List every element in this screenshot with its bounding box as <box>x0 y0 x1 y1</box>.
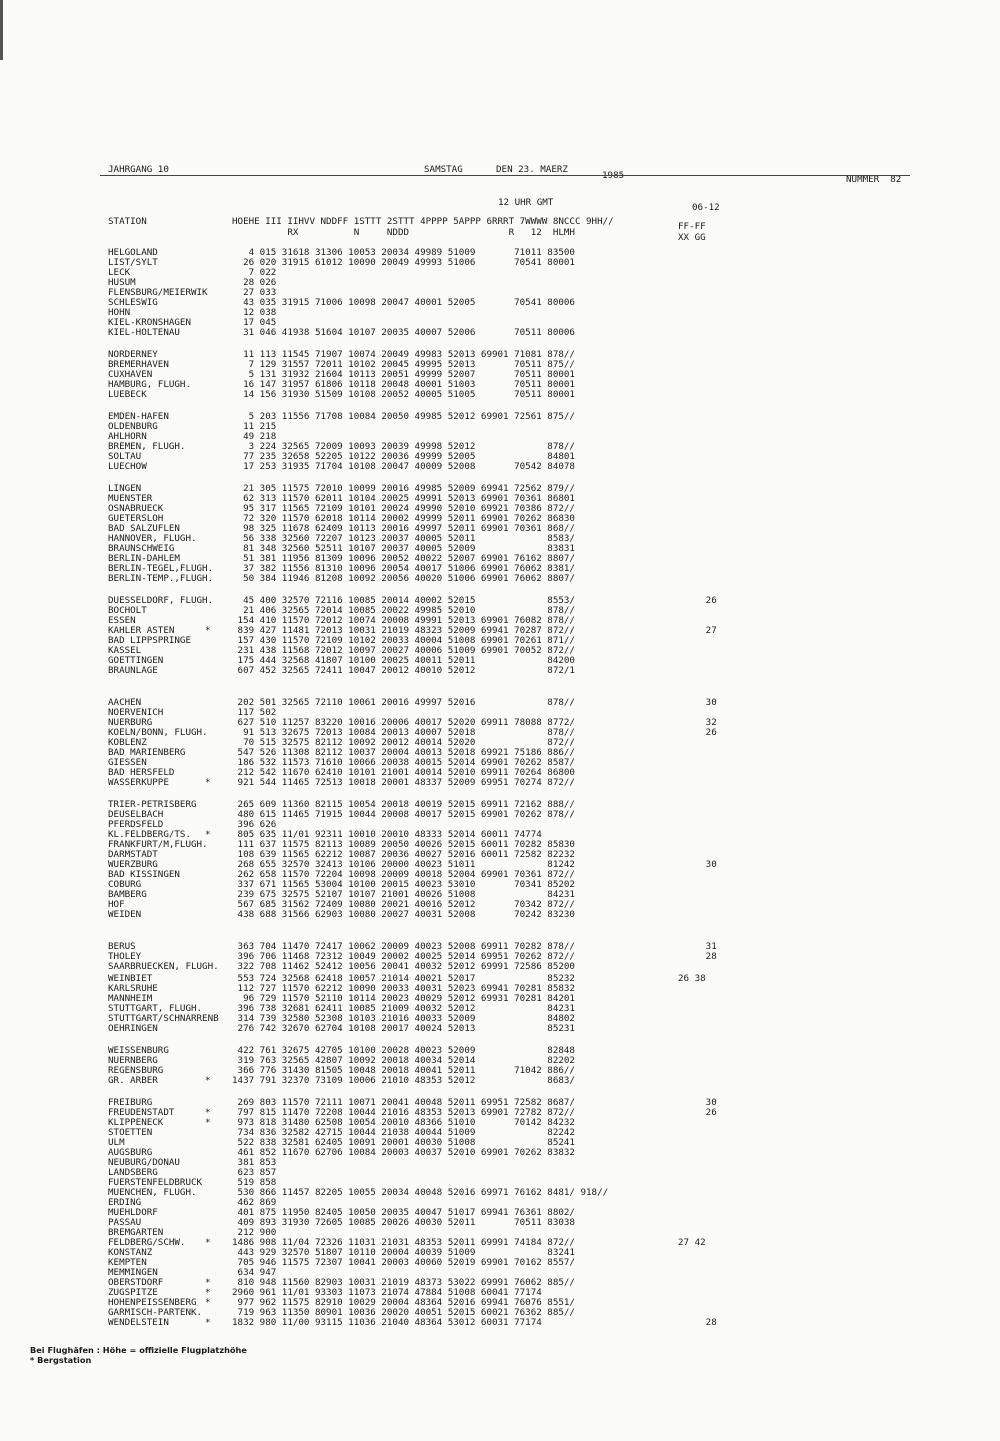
observation-codes: 96 729 11570 52110 10114 20023 40029 52012 69931 70281 84201 <box>232 993 575 1004</box>
station-name: ZUGSPITZE <box>108 1287 158 1298</box>
observation-codes: 319 763 32565 42807 10092 20018 40034 52014 82202 <box>232 1055 575 1066</box>
station-name: HOHN <box>108 307 131 318</box>
station-name: NUERBURG <box>108 717 153 728</box>
gust-value: 26 <box>678 1107 717 1118</box>
station-name: STOETTEN <box>108 1127 153 1138</box>
station-name: GUETERSLOH <box>108 513 164 524</box>
station-name: NOERVENICH <box>108 707 164 718</box>
issue-number: NUMMER 82 <box>846 174 902 185</box>
observation-codes: 12 038 <box>232 307 277 318</box>
station-name: KEMPTEN <box>108 1257 147 1268</box>
observation-codes: 56 338 32560 72207 10123 20037 40005 52011 8583/ <box>232 533 575 544</box>
observation-codes: 262 658 11570 72204 10098 20009 40018 52004 69901 70361 872// <box>232 869 575 880</box>
observation-codes: 438 688 31566 62903 10080 20027 40031 52008 70242 83230 <box>232 909 575 920</box>
station-name: KOBLENZ <box>108 737 147 748</box>
mountain-station-marker: * <box>205 1317 211 1328</box>
scan-edge <box>0 0 3 60</box>
station-name: LIST/SYLT <box>108 257 158 268</box>
observation-time: 12 UHR GMT <box>498 197 554 208</box>
station-name: HELGOLAND <box>108 247 158 258</box>
station-name: WEINBIET <box>108 973 153 984</box>
station-name: WASSERKUPPE <box>108 777 169 788</box>
observation-codes: 202 501 32565 72110 10061 20016 49997 52016 878// <box>232 697 575 708</box>
observation-codes: 719 963 11350 80901 10036 20020 40051 52015 60021 76362 885// <box>232 1307 575 1318</box>
column-header-1: HOEHE III IIHVV NDDFF 1STTT 2STTT 4PPPP 5APPP 6RRRT 7WWWW 8NCCC 9HH// <box>232 216 614 227</box>
observation-codes: 705 946 11575 72307 10041 20003 40060 52019 69901 70162 8557/ <box>232 1257 575 1268</box>
mountain-station-marker: * <box>205 1117 211 1128</box>
station-name: BERLIN-TEMP.,FLUGH. <box>108 573 214 584</box>
station-name: NEUBURG/DONAU <box>108 1157 180 1168</box>
station-name: BRAUNSCHWEIG <box>108 543 175 554</box>
station-name: FLENSBURG/MEIERWIK <box>108 287 208 298</box>
station-name: BREMERHAVEN <box>108 359 169 370</box>
station-name: BAD LIPPSPRINGE <box>108 635 191 646</box>
station-name: COBURG <box>108 879 142 890</box>
station-name: BREMGARTEN <box>108 1227 164 1238</box>
observation-codes: 37 382 11556 81310 10096 20054 40017 51006 69901 76062 8381/ <box>232 563 575 574</box>
station-name: PASSAU <box>108 1217 142 1228</box>
station-name: THOLEY <box>108 951 142 962</box>
observation-codes: 276 742 32670 62704 10108 20017 40024 52013 85231 <box>232 1023 575 1034</box>
observation-codes: 108 639 11565 62212 10087 20036 40027 52016 60011 72582 82232 <box>232 849 575 860</box>
station-name: DEUSELBACH <box>108 809 164 820</box>
observation-codes: 265 609 11360 82115 10054 20018 40019 52015 69911 72162 888// <box>232 799 575 810</box>
year: 1985 <box>602 170 625 181</box>
observation-codes: 21 406 32565 72014 10085 20022 49985 52010 878// <box>232 605 575 616</box>
station-name: NUERNBERG <box>108 1055 158 1066</box>
mountain-station-marker: * <box>205 1107 211 1118</box>
observation-codes: 839 427 11481 72013 10031 21019 48323 52009 69941 70287 872// <box>232 625 575 636</box>
station-name: OSNABRUECK <box>108 503 164 514</box>
observation-codes: 14 156 31930 51509 10108 20052 40005 51005 70511 80001 <box>232 389 575 400</box>
observation-codes: 31 046 41938 51604 10107 20035 40007 52006 70511 80006 <box>232 327 575 338</box>
date: DEN 23. MAERZ <box>496 164 568 175</box>
station-name: KIEL-KRONSHAGEN <box>108 317 191 328</box>
station-name: MANNHEIM <box>108 993 153 1004</box>
gust-value: 32 <box>678 717 717 728</box>
station-name: KLIPPENECK <box>108 1117 164 1128</box>
observation-codes: 805 635 11/01 92311 10010 20010 48333 52014 60011 74774 <box>232 829 542 840</box>
observation-codes: 111 637 11575 82113 10089 20050 40026 52015 60011 70282 85830 <box>232 839 575 850</box>
observation-codes: 231 438 11568 72012 10097 20027 40006 51009 69901 70052 872// <box>232 645 575 656</box>
time-range: 06-12 <box>692 202 720 213</box>
gust-value: 28 <box>678 1317 717 1328</box>
observation-codes: 810 948 11560 82903 10031 21019 48373 53022 69991 76062 885// <box>232 1277 575 1288</box>
observation-codes: 17 253 31935 71704 10108 20047 40009 52008 70542 84078 <box>232 461 575 472</box>
mountain-station-marker: * <box>205 777 211 788</box>
station-name: GR. ARBER <box>108 1075 158 1086</box>
observation-codes: 91 513 32675 72013 10084 20013 40007 52018 878// <box>232 727 575 738</box>
observation-codes: 154 410 11570 72012 10074 20008 49991 52013 69901 76082 878// <box>232 615 575 626</box>
station-name: OEHRINGEN <box>108 1023 158 1034</box>
observation-codes: 81 348 32560 52511 10107 20037 40005 52009 83831 <box>232 543 575 554</box>
column-station: STATION <box>108 216 147 227</box>
observation-codes: 5 203 11556 71708 10084 20050 49985 52012 69901 72561 875// <box>232 411 575 422</box>
observation-codes: 381 853 <box>232 1157 277 1168</box>
station-name: AUGSBURG <box>108 1147 153 1158</box>
mountain-station-marker: * <box>205 1287 211 1298</box>
station-name: GARMISCH-PARTENK. <box>108 1307 203 1318</box>
mountain-station-marker: * <box>205 1297 211 1308</box>
observation-codes: 72 320 11570 62018 10114 20002 49999 52011 69901 70262 86830 <box>232 513 575 524</box>
mountain-station-marker: * <box>205 1277 211 1288</box>
station-name: ESSEN <box>108 615 136 626</box>
station-name: BAD SALZUFLEN <box>108 523 180 534</box>
station-name: KIEL-HOLTENAU <box>108 327 180 338</box>
observation-codes: 363 704 11470 72417 10062 20009 40023 52008 69911 70282 878// <box>232 941 575 952</box>
station-name: CUXHAVEN <box>108 369 153 380</box>
station-name: NORDERNEY <box>108 349 158 360</box>
observation-codes: 461 852 11670 62706 10084 20003 40037 52010 69901 70262 83832 <box>232 1147 575 1158</box>
observation-codes: 396 626 <box>232 819 277 830</box>
station-name: ULM <box>108 1137 125 1148</box>
station-name: LECK <box>108 267 131 278</box>
observation-codes: 239 675 32575 52107 10107 21001 40026 51008 84231 <box>232 889 575 900</box>
station-name: ERDING <box>108 1197 142 1208</box>
station-name: LINGEN <box>108 483 142 494</box>
station-name: GOETTINGEN <box>108 655 164 666</box>
station-name: OLDENBURG <box>108 421 158 432</box>
station-name: BERLIN-TEGEL,FLUGH. <box>108 563 214 574</box>
day: SAMSTAG <box>424 164 463 175</box>
observation-codes: 396 706 11468 72312 10049 20002 40025 52014 69951 70262 872// <box>232 951 575 962</box>
station-name: BERUS <box>108 941 136 952</box>
gust-value: 26 <box>678 595 717 606</box>
gust-value: 26 <box>678 727 717 738</box>
station-name: REGENSBURG <box>108 1065 164 1076</box>
observation-codes: 26 020 31915 61012 10090 20049 49993 51006 70541 80001 <box>232 257 575 268</box>
observation-codes: 627 510 11257 83220 10016 20006 40017 52020 69911 78088 8772/ <box>232 717 575 728</box>
observation-codes: 634 947 <box>232 1267 277 1278</box>
footnote-airport: Bei Flughäfen : Höhe = offizielle Flugplatzhöhe <box>30 1345 247 1355</box>
observation-codes: 337 671 11565 53004 10100 20015 40023 53010 70341 85202 <box>232 879 575 890</box>
observation-codes: 49 218 <box>232 431 277 442</box>
observation-codes: 547 526 11308 82112 10037 20004 40013 52018 69921 75186 886// <box>232 747 575 758</box>
footnote-mountain: * Bergstation <box>30 1355 92 1365</box>
station-name: SCHLESWIG <box>108 297 158 308</box>
station-name: MUENSTER <box>108 493 153 504</box>
observation-codes: 567 685 31562 72409 10080 20021 40016 52012 70342 872// <box>232 899 575 910</box>
observation-codes: 5 131 31932 21604 10113 20051 49999 52007 70511 80001 <box>232 369 575 380</box>
station-name: BAD HERSFELD <box>108 767 175 778</box>
station-name: LUECHOW <box>108 461 147 472</box>
station-name: BREMEN, FLUGH. <box>108 441 186 452</box>
station-name: KARLSRUHE <box>108 983 158 994</box>
station-name: PFERDSFELD <box>108 819 164 830</box>
station-name: KAHLER ASTEN <box>108 625 175 636</box>
observation-codes: 45 400 32570 72116 10085 20014 40002 52015 8553/ <box>232 595 575 606</box>
station-name: BAD MARIENBERG <box>108 747 186 758</box>
station-name: FELDBERG/SCHW. <box>108 1237 186 1248</box>
observation-codes: 51 381 11956 81309 10096 20052 40022 52007 69901 76162 8807/ <box>232 553 575 564</box>
observation-codes: 3 224 32565 72009 10093 20039 49998 52012 878// <box>232 441 575 452</box>
station-name: MEMMINGEN <box>108 1267 158 1278</box>
observation-codes: 43 035 31915 71006 10098 20047 40001 52005 70541 80006 <box>232 297 575 308</box>
gust-value: 30 <box>678 859 717 870</box>
station-name: STUTTGART, FLUGH. <box>108 1003 203 1014</box>
station-name: STUTTGART/SCHNARRENB <box>108 1013 219 1024</box>
observation-codes: 186 532 11573 71610 10066 20038 40015 52014 69901 70262 8587/ <box>232 757 575 768</box>
observation-codes: 519 858 <box>232 1177 277 1188</box>
observation-codes: 797 815 11470 72208 10044 21016 48353 52013 69901 72782 872// <box>232 1107 575 1118</box>
station-name: OBERSTDORF <box>108 1277 164 1288</box>
gust-value: 27 42 <box>678 1237 706 1248</box>
gust-value: 30 <box>678 697 717 708</box>
observation-codes: 4 015 31618 31306 10053 20034 49989 51009 71011 83500 <box>232 247 575 258</box>
observation-codes: 212 542 11670 62410 10101 21001 40014 52010 69911 70264 86800 <box>232 767 575 778</box>
station-name: AHLHORN <box>108 431 147 442</box>
observation-codes: 17 045 <box>232 317 277 328</box>
station-name: FUERSTENFELDBRUCK <box>108 1177 203 1188</box>
observation-codes: 212 900 <box>232 1227 277 1238</box>
gust-value: 30 <box>678 1097 717 1108</box>
mountain-station-marker: * <box>205 829 211 840</box>
station-name: LANDSBERG <box>108 1167 158 1178</box>
gust-value: 27 <box>678 625 717 636</box>
station-name: KOELN/BONN, FLUGH. <box>108 727 208 738</box>
observation-codes: 401 875 11950 82405 10050 20035 40047 51017 69941 76361 8802/ <box>232 1207 575 1218</box>
observation-codes: 607 452 32565 72411 10047 20012 40010 52012 872/1 <box>232 665 575 676</box>
header-rule <box>100 175 910 176</box>
observation-codes: 409 893 31930 72605 10085 20026 40030 52011 70511 83038 <box>232 1217 575 1228</box>
station-name: KL.FELDBERG/TS. <box>108 829 191 840</box>
observation-codes: 117 502 <box>232 707 277 718</box>
observation-codes: 175 444 32568 41807 10100 20025 40011 52011 84200 <box>232 655 575 666</box>
observation-codes: 157 430 11570 72109 10102 20033 40004 51008 69901 70261 871// <box>232 635 575 646</box>
observation-codes: 1832 980 11/00 93115 11036 21040 48364 53012 60031 77174 <box>232 1317 542 1328</box>
station-name: AACHEN <box>108 697 142 708</box>
station-name: BAD KISSINGEN <box>108 869 180 880</box>
mountain-station-marker: * <box>205 625 211 636</box>
observation-codes: 977 962 11575 82910 10029 20004 48364 52016 69941 76076 8551/ <box>232 1297 575 1308</box>
station-name: WEISSENBURG <box>108 1045 169 1056</box>
jahrgang: JAHRGANG 10 <box>108 164 169 175</box>
observation-codes: 16 147 31957 61806 10118 20048 40001 51003 70511 80001 <box>232 379 575 390</box>
observation-codes: 98 325 11678 62409 10113 20016 49997 52011 69901 70361 868// <box>232 523 575 534</box>
station-name: BRAUNLAGE <box>108 665 158 676</box>
observation-codes: 77 235 32658 52205 10122 20036 49999 52005 84801 <box>232 451 575 462</box>
observation-codes: 422 761 32675 42705 10100 20028 40023 52009 82848 <box>232 1045 575 1056</box>
column-ff-1: FF-FF <box>678 221 706 232</box>
station-name: MUENCHEN, FLUGH. <box>108 1187 197 1198</box>
observation-codes: 7 022 <box>232 267 277 278</box>
station-name: WEIDEN <box>108 909 142 920</box>
observation-codes: 11 113 11545 71907 10074 20049 49983 52013 69901 71081 878// <box>232 349 575 360</box>
observation-codes: 973 818 31480 62508 10054 20010 48366 51010 70142 84232 <box>232 1117 575 1128</box>
station-name: WUERZBURG <box>108 859 158 870</box>
observation-codes: 50 384 11946 81208 10092 20056 40020 51006 69901 76062 8807/ <box>232 573 575 584</box>
station-name: HOHENPEISSENBERG <box>108 1297 197 1308</box>
observation-codes: 322 708 11462 52412 10056 20041 40032 52012 69991 72586 85200 <box>232 961 575 972</box>
station-name: SAARBRUECKEN, FLUGH. <box>108 961 219 972</box>
station-name: FREIBURG <box>108 1097 153 1108</box>
observation-codes: 921 544 11465 72513 10018 20001 48337 52009 69951 70274 872// <box>232 777 575 788</box>
observation-codes: 2960 961 11/01 93303 11073 21074 47884 51008 60041 77174 <box>232 1287 542 1298</box>
column-ff-2: XX GG <box>678 232 706 243</box>
station-name: KONSTANZ <box>108 1247 153 1258</box>
observation-codes: 314 739 32580 52308 10103 21016 40033 52009 84802 <box>232 1013 575 1024</box>
mountain-station-marker: * <box>205 1237 211 1248</box>
observation-codes: 462 869 <box>232 1197 277 1208</box>
observation-codes: 522 838 32581 62405 10091 20001 40030 51008 85241 <box>232 1137 575 1148</box>
gust-value: 28 <box>678 951 717 962</box>
observation-codes: 62 313 11570 62011 10104 20025 49991 52013 69901 70361 86801 <box>232 493 575 504</box>
observation-codes: 443 929 32570 51807 10110 20004 40039 51009 83241 <box>232 1247 575 1258</box>
observation-codes: 11 215 <box>232 421 277 432</box>
station-name: EMDEN-HAFEN <box>108 411 169 422</box>
observation-codes: 480 615 11465 71915 10044 20008 40017 52015 69901 70262 878// <box>232 809 575 820</box>
station-name: HOF <box>108 899 125 910</box>
observation-codes: 28 026 <box>232 277 277 288</box>
observation-codes: 366 776 31430 81505 10048 20018 40041 52011 71042 886// <box>232 1065 575 1076</box>
station-name: HANNOVER, FLUGH. <box>108 533 197 544</box>
station-name: HAMBURG, FLUGH. <box>108 379 191 390</box>
observation-codes: 1437 791 32370 73109 10006 21010 48353 52012 8683/ <box>232 1075 575 1086</box>
observation-codes: 268 655 32570 32413 10106 20000 40023 51011 81242 <box>232 859 575 870</box>
gust-value: 26 38 <box>678 973 706 984</box>
station-name: WENDELSTEIN <box>108 1317 169 1328</box>
observation-codes: 1486 908 11/04 72326 11031 21031 48353 52011 69991 74184 872// <box>232 1237 575 1248</box>
observation-codes: 7 129 31557 72011 10102 20045 49995 52013 70511 875// <box>232 359 575 370</box>
station-name: KASSEL <box>108 645 142 656</box>
observation-codes: 553 724 32568 62418 10057 21014 40021 52017 85232 <box>232 973 575 984</box>
station-name: SOLTAU <box>108 451 142 462</box>
observation-codes: 70 515 32575 82112 10092 20012 40014 52020 872// <box>232 737 575 748</box>
station-name: TRIER-PETRISBERG <box>108 799 197 810</box>
station-name: FREUDENSTADT <box>108 1107 175 1118</box>
station-name: LUEBECK <box>108 389 147 400</box>
station-name: MUEHLDORF <box>108 1207 158 1218</box>
observation-codes: 95 317 11565 72109 10101 20024 49990 52010 69921 70386 872// <box>232 503 575 514</box>
station-name: BERLIN-DAHLEM <box>108 553 180 564</box>
gust-value: 31 <box>678 941 717 952</box>
observation-codes: 396 738 32681 62411 10085 21009 40032 52012 84231 <box>232 1003 575 1014</box>
station-name: BAMBERG <box>108 889 147 900</box>
observation-codes: 269 803 11570 72111 10071 20041 40048 52011 69951 72582 8687/ <box>232 1097 575 1108</box>
observation-codes: 530 866 11457 82205 10055 20034 40048 52016 69971 76162 8481/ 918// <box>232 1187 609 1198</box>
station-name: DARMSTADT <box>108 849 158 860</box>
station-name: DUESSELDORF, FLUGH. <box>108 595 214 606</box>
observation-codes: 112 727 11570 62212 10090 20033 40031 52023 69941 70281 85832 <box>232 983 575 994</box>
station-name: FRANKFURT/M,FLUGH. <box>108 839 208 850</box>
station-name: HUSUM <box>108 277 136 288</box>
observation-codes: 27 033 <box>232 287 277 298</box>
observation-codes: 21 305 11575 72010 10099 20016 49985 52009 69941 72562 879// <box>232 483 575 494</box>
observation-codes: 623 857 <box>232 1167 277 1178</box>
station-name: GIESSEN <box>108 757 147 768</box>
observation-codes: 734 836 32582 42715 10044 21038 40044 51009 82242 <box>232 1127 575 1138</box>
mountain-station-marker: * <box>205 1075 211 1086</box>
column-header-2: RX N NDDD R 12 HLMH <box>232 227 575 238</box>
station-name: BOCHOLT <box>108 605 147 616</box>
